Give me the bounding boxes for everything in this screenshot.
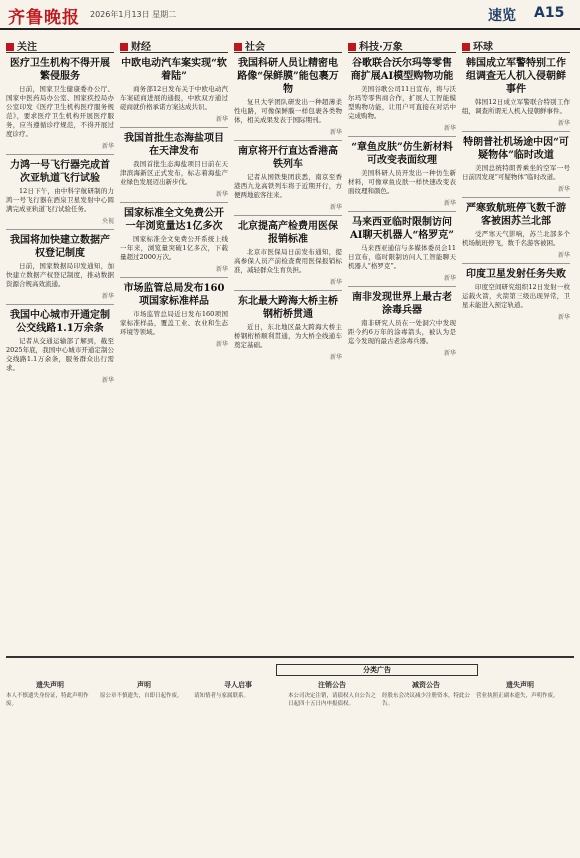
ad-title: 声明	[137, 681, 151, 689]
classified-ad	[6, 678, 94, 858]
article-divider	[462, 131, 570, 132]
article-body: 北京市医保局日前发布通知，提高参保人员产前检查费用医保报销标准，减轻群众生育负担。	[234, 248, 342, 274]
article-body: 日前，国家卫生健康委办公厅、国家中医药局办公室、国家疾控局办公室印发《医疗卫生机构医疗服务规范》，要求医疗卫生机构开展医疗服务，应当遵循诊疗规范，不得开展过度诊疗。	[6, 85, 114, 138]
article-credit: 新华	[329, 204, 342, 211]
article-body: 马来西亚通信与多媒体委员会11日宣布，临时限制访问人工智能聊天机器人“格罗克”。	[348, 244, 456, 270]
classified-ad	[476, 678, 564, 858]
article-body: 南非研究人员在一处洞穴中发现距今约6万年的涂毒箭头，被认为是迄今发现的最古老涂毒兵器。	[348, 319, 456, 345]
section-title: 速览	[488, 8, 516, 24]
article-body: 12日下午，由中科宇航研制的力鸿一号飞行器在酒泉卫星发射中心圆满完成亚轨道飞行试验任务。	[6, 187, 114, 213]
article-credit: 新华	[443, 350, 456, 357]
article-credit: 新华	[557, 314, 570, 321]
article-headline[interactable]: 国家标准全文免费公开一年浏览量达1亿多次	[124, 208, 224, 232]
article-headline[interactable]: 南非发现世界上最古老涂毒兵器	[352, 292, 452, 316]
column-title: 科技·万象	[359, 42, 403, 53]
article-divider	[234, 290, 342, 291]
article-divider	[6, 229, 114, 230]
article-body: 记者从交通运输部了解到，截至2025年底，我国中心城市开通定制公交线路1.1万余条，服务群众出行需求。	[6, 337, 114, 372]
article-body: 美国总统特朗普乘坐的空军一号日前因发现“可疑物体”临时改道。	[462, 164, 570, 181]
article-headline[interactable]: 北京提高产检费用医保报销标准	[238, 221, 338, 245]
column-title: 财经	[131, 42, 151, 53]
column-header	[120, 38, 228, 53]
article-credit: 新华	[329, 129, 342, 136]
article-body: 美国谷歌公司11日宣布，将与沃尔玛等零售商合作，扩展人工智能模型购物功能，让用户可直接在对话中完成购物。	[348, 85, 456, 120]
article-credit: 新华	[215, 191, 228, 198]
ad-text: 请知情者与家属联系。	[194, 693, 250, 699]
ad-text: 经股东会决议减少注册资本，特此公告。	[382, 693, 470, 707]
ad-title: 注销公告	[318, 681, 346, 689]
column-title: 关注	[17, 42, 37, 53]
ad-text: 本公司决定注销，请债权人自公告之日起四十五日内申报债权。	[288, 693, 376, 707]
article-body: 我国首批生态海盐项目日前在天津滨海新区正式发布，标志着海盐产业绿色发展迈出新步伐。	[120, 160, 228, 186]
article-body: 国家标准全文免费公开系统上线一年来，浏览量突破1亿多次，下载量超过2000万次。	[120, 235, 228, 261]
article-body: 日前，国家数据局印发通知，加快建立数据产权登记制度，推动数据资源合规高效流通。	[6, 262, 114, 288]
article-body: 受严寒天气影响，苏兰北部多个机场航班停飞，数千名游客被困。	[462, 230, 570, 247]
news-column	[462, 38, 570, 653]
article-headline[interactable]: 医疗卫生机构不得开展繁侵服务	[10, 58, 110, 82]
classified-ad	[288, 678, 376, 858]
news-columns	[6, 38, 574, 653]
ad-title: 寻人启事	[224, 681, 252, 689]
classified-ad	[382, 678, 470, 858]
article-body: 印度空间研究组织12日发射一枚运载火箭，火箭第三级出现异常，卫星未能进入预定轨道。	[462, 283, 570, 309]
column-header	[462, 38, 570, 53]
article-body: 美国科研人员开发出一种仿生新材料，可像章鱼皮肤一样快速改变表面纹理和颜色。	[348, 169, 456, 195]
article-body: 商务部12日发布关于中欧电动汽车案磋商进展的通报，中欧双方通过磋商就价格承诺方案达成共识。	[120, 85, 228, 111]
article-divider	[234, 215, 342, 216]
article-headline[interactable]: 马来西亚临时限制访问AI聊天机器人“格罗克”	[350, 217, 454, 241]
ad-text: 本人不慎遗失身份证，特此声明作废。	[6, 693, 89, 707]
column-header	[234, 38, 342, 53]
article-credit: 新华	[215, 116, 228, 123]
article-divider	[120, 202, 228, 203]
news-column	[120, 38, 228, 653]
column-header	[6, 38, 114, 53]
article-credit: 新华	[557, 186, 570, 193]
column-header	[348, 38, 456, 53]
article-headline[interactable]: 中欧电动汽车案实现“软着陆”	[121, 58, 227, 82]
ad-title: 减资公告	[412, 681, 440, 689]
news-column	[348, 38, 456, 653]
article-credit: 新华	[101, 143, 114, 150]
article-body: 记者从国铁集团获悉，南京至香港西九龙高铁列车将于近期开行，方便两地旅客往来。	[234, 173, 342, 199]
article-headline[interactable]: 我国首批生态海盐项目在天津发布	[124, 133, 224, 157]
article-divider	[120, 127, 228, 128]
article-credit: 新华	[557, 252, 570, 259]
article-body: 复旦大学团队研发出一种超薄柔性电路，可像保鲜膜一样包裹各类物体，相关成果发表于国际期刊。	[234, 98, 342, 124]
article-headline[interactable]: 严寒致航班停飞数千游客被困苏兰北部	[466, 203, 566, 227]
article-headline[interactable]: 我国科研人员让精密电路像“保鲜膜”能包裹万物	[237, 58, 339, 95]
classified-ad	[194, 678, 282, 858]
article-headline[interactable]: “章鱼皮肤”仿生新材料可改变表面纹理	[351, 142, 453, 166]
ad-text: 营业执照正副本遗失，声明作废。	[476, 693, 559, 699]
article-headline[interactable]: 印度卫星发射任务失败	[466, 269, 566, 280]
ad-title: 遗失声明	[506, 681, 534, 689]
section-marker-icon	[6, 43, 14, 51]
classified-ad	[100, 678, 188, 858]
section-marker-icon	[348, 43, 356, 51]
article-credit: 新华	[101, 377, 114, 384]
article-divider	[462, 263, 570, 264]
article-credit: 央视	[101, 218, 114, 225]
article-headline[interactable]: 我国将加快建立数据产权登记制度	[10, 235, 110, 259]
section-marker-icon	[234, 43, 242, 51]
column-title: 环球	[473, 42, 493, 53]
article-headline[interactable]: 市场监管总局发布160项国家标准样品	[123, 283, 225, 307]
article-divider	[348, 286, 456, 287]
article-body: 市场监管总局近日发布160项国家标准样品，覆盖工业、农业和生态环境等领域。	[120, 310, 228, 336]
classified-ads	[6, 656, 574, 848]
newspaper-logo: 齐鲁晚报	[8, 8, 80, 28]
ad-title: 遗失声明	[36, 681, 64, 689]
article-divider	[462, 197, 570, 198]
article-divider	[348, 136, 456, 137]
article-credit: 新华	[329, 354, 342, 361]
article-divider	[120, 277, 228, 278]
article-headline[interactable]: 我国中心城市开通定制公交线路1.1万余条	[10, 310, 110, 334]
article-credit: 新华	[443, 125, 456, 132]
news-column	[6, 38, 114, 653]
article-headline[interactable]: 东北最大跨海大桥主桥钢桁桥贯通	[238, 296, 338, 320]
issue-date: 2026年1月13日 星期二	[90, 10, 177, 19]
article-credit: 新华	[215, 341, 228, 348]
article-headline[interactable]: 力鸿一号飞行器完成首次亚轨道飞行试验	[10, 160, 110, 184]
article-divider	[348, 211, 456, 212]
article-credit: 新华	[557, 120, 570, 127]
article-credit: 新华	[443, 275, 456, 282]
article-headline[interactable]: 特朗普社机场途中因“可疑物体”临时改道	[463, 137, 569, 161]
article-credit: 新华	[215, 266, 228, 273]
news-column	[234, 38, 342, 653]
column-title: 社会	[245, 42, 265, 53]
article-headline[interactable]: 韩国成立军警特别工作组调查无人机入侵朝鲜事件	[466, 58, 566, 95]
page-number: A15	[534, 5, 565, 21]
article-divider	[234, 140, 342, 141]
article-credit: 新华	[101, 293, 114, 300]
section-marker-icon	[462, 43, 470, 51]
article-headline[interactable]: 南京将开行直达香港高铁列车	[238, 146, 338, 170]
article-divider	[6, 154, 114, 155]
article-body: 近日，东北地区最大跨海大桥主桥钢桁桥顺利贯通，为大桥全线通车奠定基础。	[234, 323, 342, 349]
ad-text: 原公章不慎遗失，自即日起作废。	[100, 693, 183, 699]
article-credit: 新华	[329, 279, 342, 286]
article-divider	[6, 304, 114, 305]
masthead	[0, 0, 580, 30]
article-headline[interactable]: 谷歌联合沃尔玛等零售商扩展AI模型购物功能	[350, 58, 454, 82]
article-credit: 新华	[443, 200, 456, 207]
article-body: 韩国12日成立军警联合特别工作组，调查所谓无人机入侵朝鲜事件。	[462, 98, 570, 115]
ads-banner: 分类广告	[276, 664, 478, 676]
section-marker-icon	[120, 43, 128, 51]
